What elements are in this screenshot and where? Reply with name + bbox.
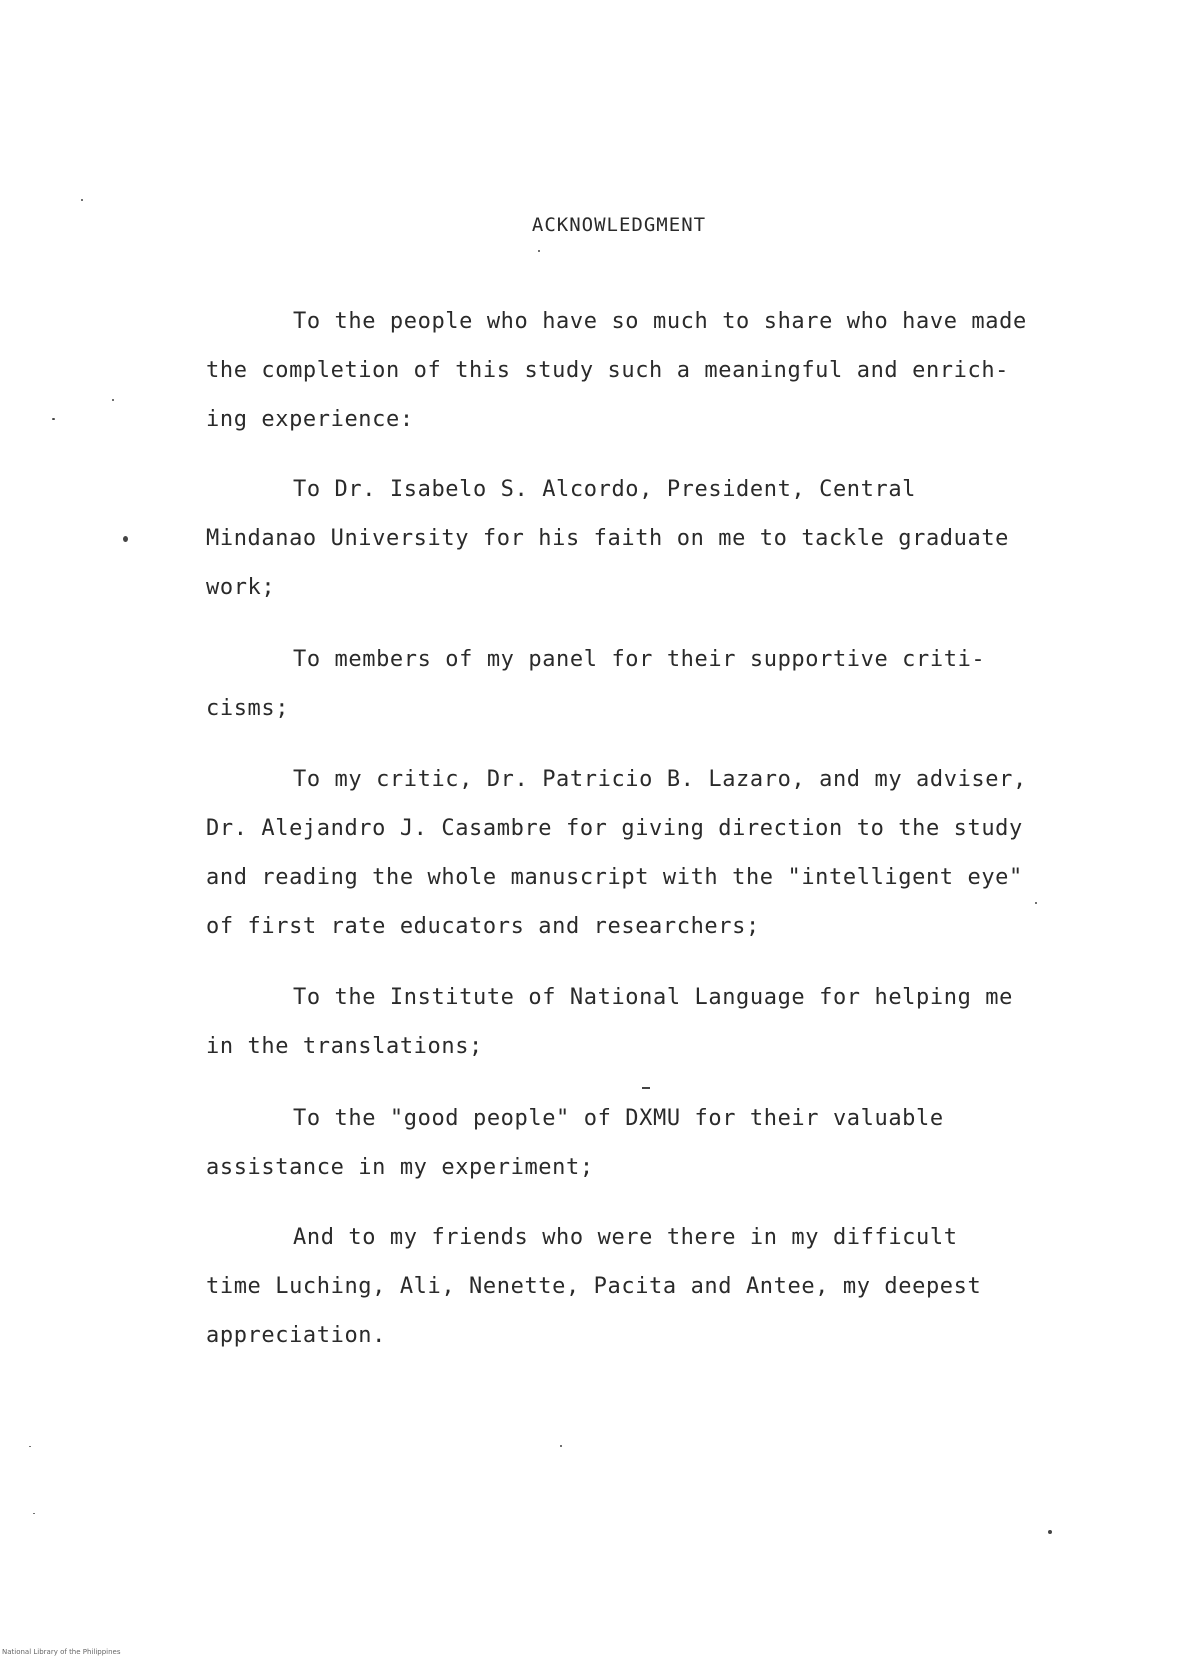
scan-speck [1048, 1530, 1052, 1534]
scan-speck [538, 250, 540, 252]
paragraph-line: To Dr. Isabelo S. Alcordo, President, Central [293, 477, 917, 502]
paragraph-line: To the people who have so much to share who have made [293, 309, 1027, 334]
paragraph-line: ing experience: [206, 407, 414, 432]
scan-speck [112, 399, 114, 401]
paragraph-4 [206, 755, 1066, 951]
paragraph-line: Dr. Alejandro J. Casambre for giving direction to the study [206, 816, 1023, 841]
scan-speck [1035, 902, 1037, 904]
paragraph-line: To the Institute of National Language for helping me [293, 985, 1013, 1010]
paragraph-line: assistance in my experiment; [206, 1155, 594, 1180]
paragraph-line: in the translations; [206, 1034, 483, 1059]
scan-speck [123, 536, 128, 542]
scan-speck [52, 418, 55, 420]
scan-speck [29, 1446, 31, 1447]
paragraph-line: To the "good people" of DXMU for their valuable [293, 1106, 944, 1131]
paragraph-6 [206, 1094, 1066, 1192]
paragraph-line: To my critic, Dr. Patricio B. Lazaro, and my adviser, [293, 767, 1027, 792]
scan-footer-text: National Library of the Philippines [2, 1648, 121, 1656]
scan-speck [560, 1445, 562, 1447]
scan-speck [81, 199, 83, 201]
paragraph-3 [206, 635, 1066, 733]
paragraph-5 [206, 973, 1066, 1071]
paragraph-line: the completion of this study such a meaningful and enrich- [206, 358, 1010, 383]
paragraph-line: work; [206, 575, 276, 600]
page-title: ACKNOWLEDGMENT [531, 214, 707, 236]
paragraph-line: And to my friends who were there in my difficult [293, 1225, 958, 1250]
paragraph-line: of first rate educators and researchers; [206, 914, 760, 939]
paragraph-line: appreciation. [206, 1323, 386, 1348]
paragraph-line: Mindanao University for his faith on me to tackle graduate [206, 526, 1010, 551]
paragraph-line: and reading the whole manuscript with the "intelligent eye" [206, 865, 1023, 890]
scan-speck [33, 1513, 35, 1514]
scan-speck [642, 1087, 650, 1089]
paragraph-line: time Luching, Ali, Nenette, Pacita and Antee, my deepest [206, 1274, 982, 1299]
paragraph-1 [206, 297, 1066, 444]
paragraph-line: To members of my panel for their supportive criti- [293, 647, 986, 672]
paragraph-line: cisms; [206, 696, 290, 721]
paragraph-7 [206, 1213, 1066, 1360]
paragraph-2 [206, 465, 1066, 612]
